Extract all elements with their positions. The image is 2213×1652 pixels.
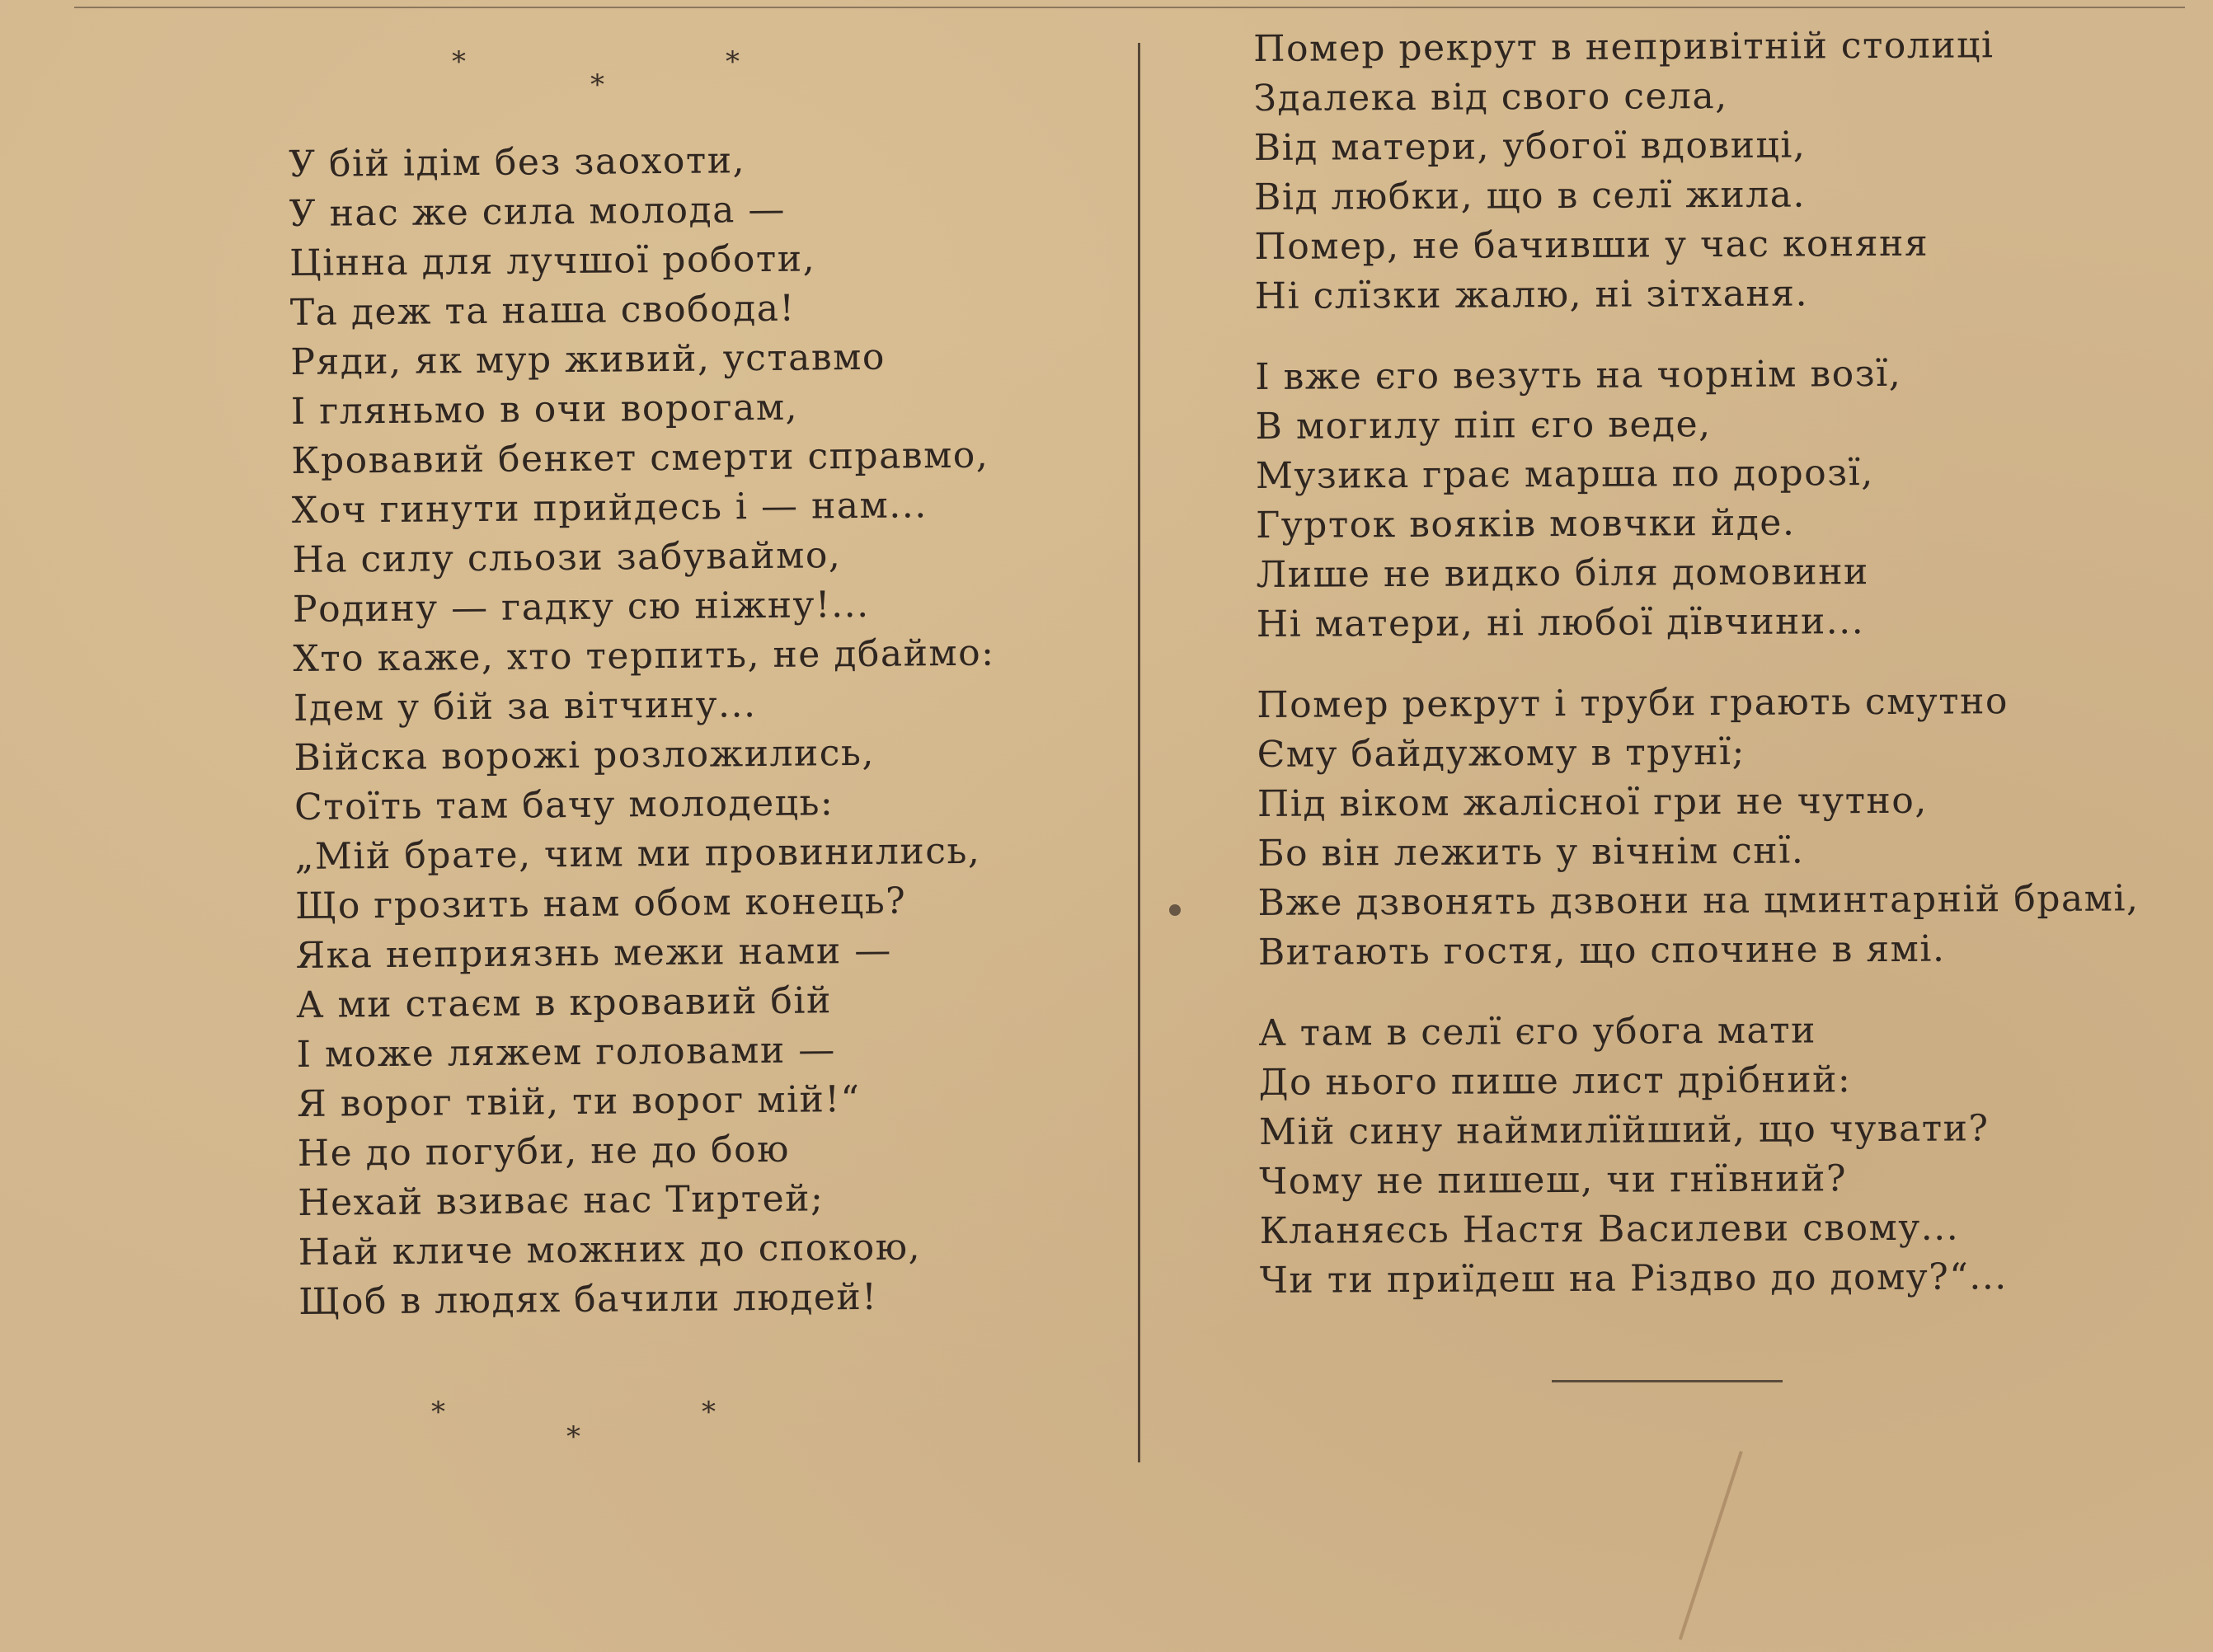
stanza-break: [1257, 645, 2138, 681]
poem-line: Ряди, як мур живий, уставмо: [290, 336, 886, 383]
poem-line: І гляньмо в очи ворогам,: [290, 386, 799, 433]
closing-rule: [1552, 1380, 1783, 1382]
poem-line: Цінна для лучшої роботи,: [289, 237, 816, 284]
ink-mark: [1169, 904, 1181, 916]
poem-line: Родину — гадку сю ніжну!...: [292, 583, 870, 631]
poem-line: Від любки, що в селї жила.: [1253, 173, 1807, 218]
poem-line: Чи ти приїдеш на Різдво до дому?“...: [1259, 1255, 2008, 1302]
poem-line: Під віком жалісної гри не чутно,: [1257, 779, 1928, 825]
poem-line: І вже єго везуть на чорнім возї,: [1255, 352, 1902, 398]
poem-line: Помер рекрут в непривітній столиці: [1253, 24, 1995, 70]
poem-line: Ідем у бій за вітчину...: [293, 683, 757, 730]
poem-line: Кланяєсь Настя Василеви свому...: [1259, 1206, 1960, 1252]
poem-line: Від матери, убогої вдовиці,: [1253, 124, 1807, 169]
stanza-break: [1258, 973, 2140, 1009]
poem-line: Хто каже, хто терпить, не дбаймо:: [293, 631, 995, 680]
poem-line: А там в селї єго убога мати: [1258, 1009, 1817, 1054]
asterisk: *: [590, 68, 604, 101]
poem-line: Витають гостя, що спочине в ямі.: [1257, 927, 1946, 974]
poem-line: Ні матери, ні любої дївчини...: [1256, 600, 1865, 645]
poem-line: Я ворог твій, ти ворог мій!“: [296, 1077, 861, 1125]
asterisk: *: [702, 1396, 716, 1429]
poem-line: А ми стаєм в кровавий бій: [295, 979, 832, 1026]
poem-line: Помер рекрут і труби грають смутно: [1257, 680, 2009, 726]
poem-line: Гурток вояків мовчки йде.: [1256, 501, 1796, 547]
asterisk: *: [726, 45, 740, 78]
poem-line: Музика грає марша по дорозї,: [1255, 452, 1874, 497]
poem-line: Яка неприязнь межи нами —: [295, 929, 892, 977]
poem-line: І може ляжем головами —: [296, 1029, 836, 1076]
poem-line: Ні слїзки жалю, ні зітханя.: [1254, 272, 1809, 317]
poem-line: Вже дзвонять дзвони на цминтарній брамі,: [1257, 877, 2140, 924]
poem-line: Мій сину наймилїйший, що чувати?: [1258, 1107, 1990, 1153]
paper-crease: [1679, 1451, 1743, 1640]
poem-line: Хоч гинути прийдесь і — нам...: [291, 484, 928, 532]
poem-line: Кровавий бенкет смерти справмо,: [291, 434, 989, 482]
poem-line: Най кличе можних до спокою,: [298, 1226, 922, 1274]
poem-line: Щоб в людях бачили людей!: [298, 1275, 878, 1323]
poem-line: На силу сльози забуваймо,: [292, 534, 842, 581]
poem-line: Бо він лежить у вічнім снї.: [1257, 829, 1805, 875]
poem-line: Не до погуби, не до бою: [297, 1128, 791, 1175]
asterisk: *: [452, 45, 466, 78]
poem-line: „Мій брате, чим ми провинились,: [294, 829, 981, 878]
asterisk: *: [431, 1396, 445, 1429]
poem-line: У нас же сила молода —: [289, 188, 787, 235]
left-poem: [289, 134, 1001, 1327]
top-rule: [74, 7, 2185, 8]
poem-line: Лише не видко біля домовини: [1256, 551, 1869, 596]
asterisk: *: [566, 1420, 580, 1453]
poem-line: Здалека від свого села,: [1253, 74, 1728, 120]
poem-line: Чому не пишеш, чи гнївний?: [1259, 1157, 1848, 1203]
poem-line: Що грозить нам обом конець?: [294, 880, 907, 927]
poem-line: У бій ідім без заохоти,: [289, 139, 746, 185]
poem-line: Єму байдужому в трунї;: [1257, 730, 1746, 776]
column-divider: [1138, 43, 1140, 1462]
poem-line: Та деж та наша свобода!: [289, 287, 796, 334]
right-poem: [1253, 20, 2141, 1306]
stanza-break: [1255, 317, 2136, 353]
poem-line: До нього пише лист дрібний:: [1258, 1058, 1852, 1104]
poem-line: Війска ворожі розложились,: [294, 731, 876, 779]
poem-line: Стоїть там бачу молодець:: [294, 781, 834, 828]
poem-line: Нехай взиває нас Тиртей;: [298, 1177, 825, 1224]
poem-line: В могилу піп єго веде,: [1255, 403, 1712, 448]
poem-line: Помер, не бачивши у час коняня: [1254, 222, 1929, 268]
